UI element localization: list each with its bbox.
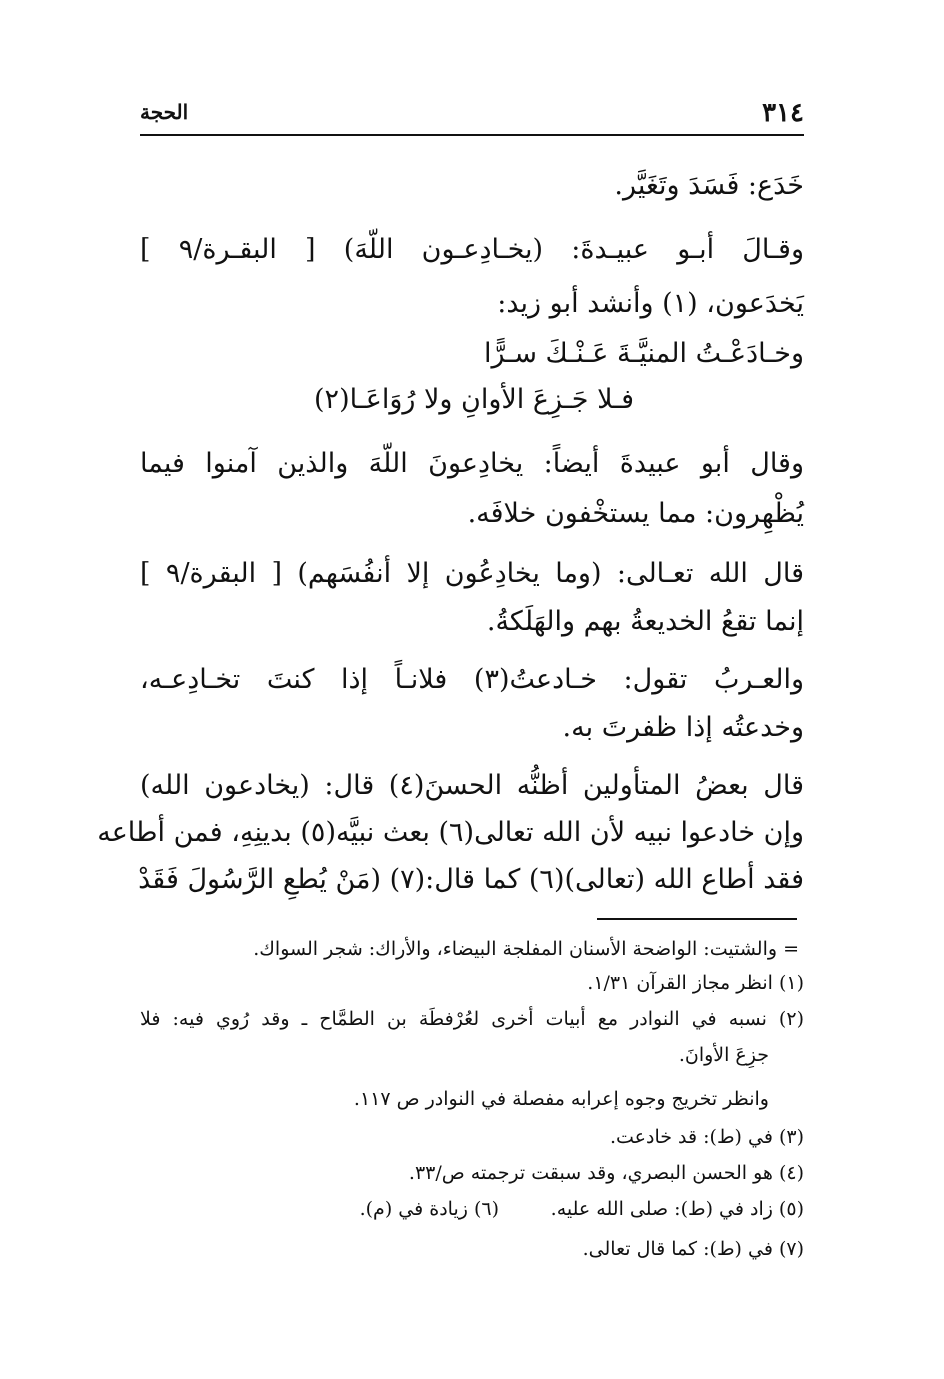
body-line-11: وخدعتُه إذا ظفرتَ به. bbox=[562, 712, 804, 743]
header-rule bbox=[140, 134, 804, 136]
footnote-5: (٥) زاد في (ط): صلى الله عليه. bbox=[550, 1198, 804, 1220]
footnote-3: (٣) في (ط): قد خادعت. bbox=[609, 1126, 804, 1148]
footnote-2-cont: جزِعَ الأوانَ. bbox=[678, 1044, 769, 1066]
body-line-3: يَخدَعون، (١) وأنشد أبو زيد: bbox=[497, 288, 804, 319]
body-line-1: خَدَع: فَسَدَ وتَغَيَّر. bbox=[614, 170, 804, 201]
body-line-2: وقـالَ أبـو عبيـدةَ: (يخـادِعـون اللّهَ) [ البقـرة/٩ ] bbox=[140, 234, 805, 265]
poem-hemistich-2: فـلا جَـزِعَ الأوانِ ولا رُوَاعَـا(٢) bbox=[314, 384, 634, 415]
page-number: ٣١٤ bbox=[762, 98, 804, 128]
footnote-7: (٧) في (ط): كما قال تعالى. bbox=[582, 1238, 804, 1260]
footnote-1: (١) انظر مجاز القرآن ١/٣١. bbox=[587, 972, 804, 994]
body-line-8: قال الله تعـالى: (وما يخادِعُون إلا أنفُسَهم) [ البقرة/٩ ] bbox=[140, 558, 804, 589]
body-line-14: فقد أطاع الله (تعالى)(٦) كما قال:(٧) (مَنْ يُطعِ الرَّسُولَ فَقَدْ bbox=[138, 864, 804, 895]
footnote-2: (٢) نسبه في النوادر مع أبيات أخرى لعُرْفطَة بن الطمَّاح ـ وقد رُوي فيه: فلا bbox=[140, 1008, 804, 1030]
running-title: الحجة bbox=[140, 100, 189, 124]
body-line-12: قال بعضُ المتأولين أظنُّه الحسنَ(٤) قال: (يخادعون الله) bbox=[140, 770, 804, 801]
footnote-6: (٦) زيادة في (م). bbox=[359, 1198, 499, 1220]
body-line-13: وإن خادعوا نبيه لأن الله تعالى(٦) بعث نبيَّه(٥) بدينِهِ، فمن أطاعه bbox=[97, 817, 804, 848]
footnote-rule bbox=[597, 918, 797, 920]
body-line-9: إنما تقعُ الخديعةُ بهم والهَلَكةُ. bbox=[486, 606, 804, 637]
footnote-continuation: = والشتيت: الواضحة الأسنان المفلجة البيضاء، والأراك: شجر السواك. bbox=[253, 938, 799, 960]
footnote-2-note: وانظر تخريج وجوه إعرابه مفصلة في النوادر ص ١١٧. bbox=[353, 1088, 769, 1110]
body-line-6: وقال أبو عبيدةَ أيضاً: يخادِعونَ اللّهَ والذين آمنوا فيما bbox=[140, 448, 804, 479]
body-line-10: والعـربُ تقول: خـادعتُ(٣) فلانـاً إذا كنتَ تخـادِعـه، bbox=[140, 664, 804, 695]
poem-hemistich-1: وخـادَعْـتُ المنيَّـةَ عَـنْـكَ سـرًّا bbox=[484, 338, 804, 369]
body-line-7: يُظْهِرون: مما يستخْفون خلافَه. bbox=[467, 498, 804, 529]
footnote-4: (٤) هو الحسن البصري، وقد سبقت ترجمته ص/٣٣. bbox=[408, 1162, 804, 1184]
page-header bbox=[140, 98, 804, 130]
